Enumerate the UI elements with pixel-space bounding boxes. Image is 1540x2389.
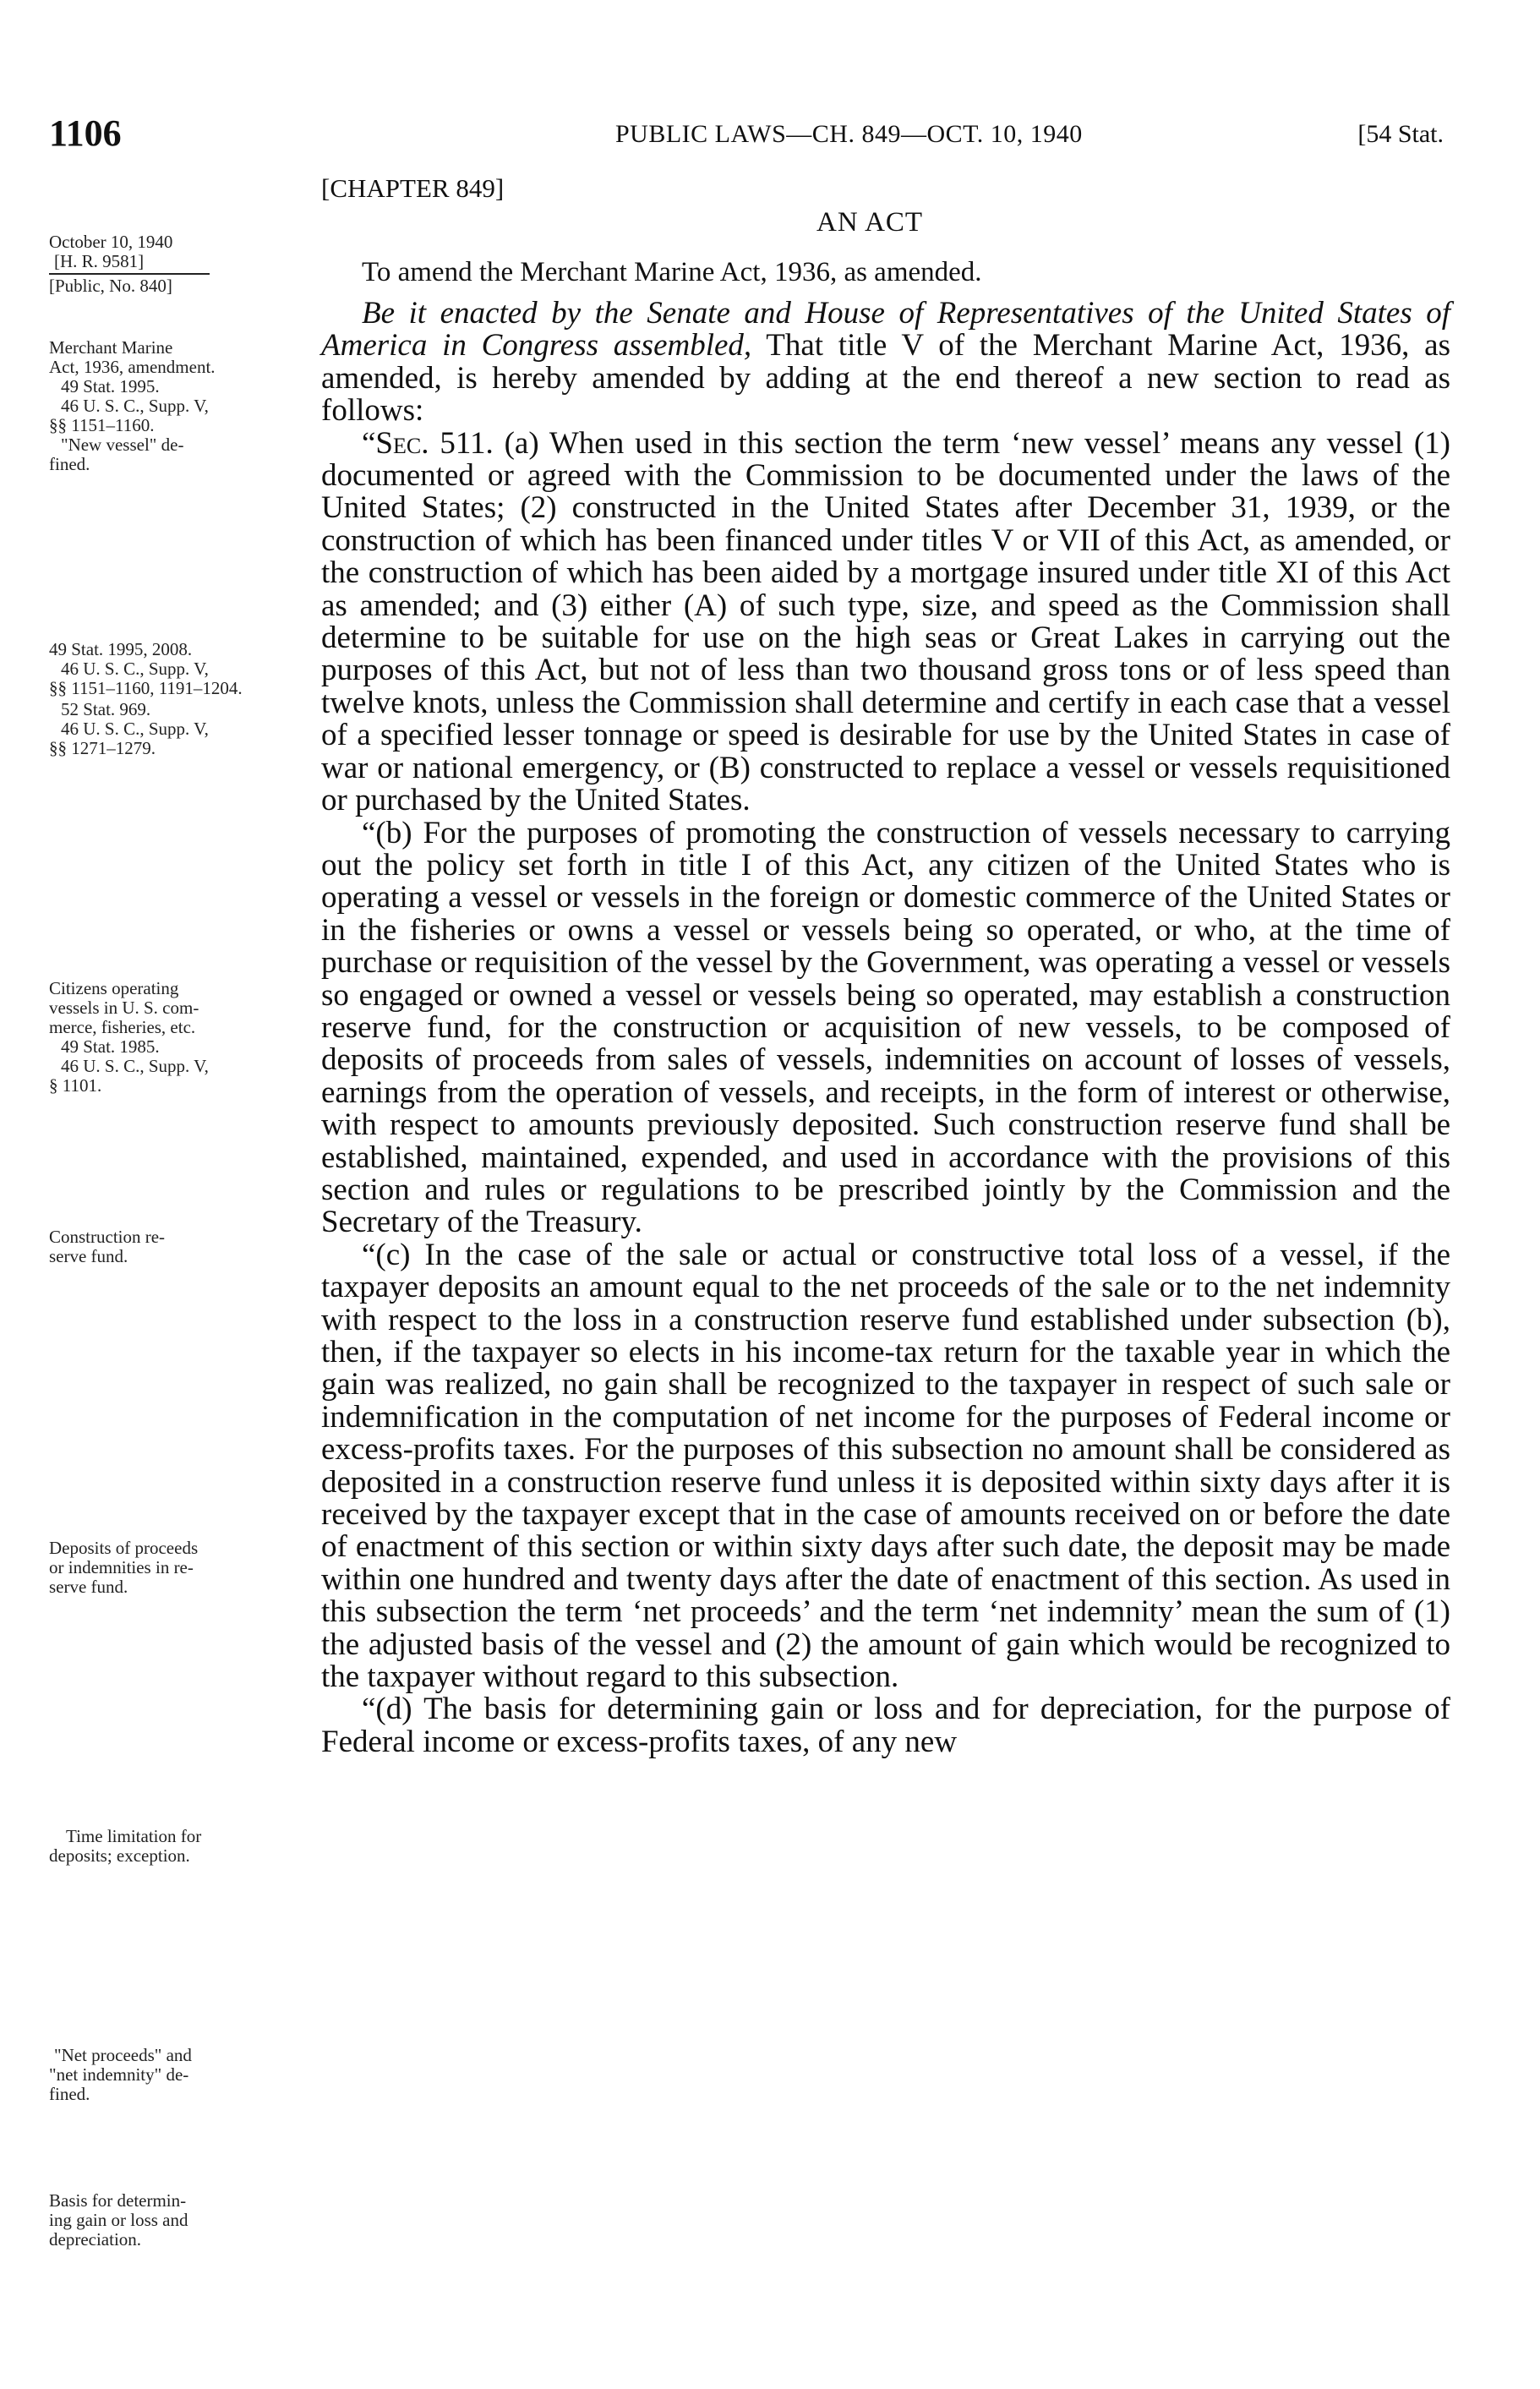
margin-date-block — [49, 232, 328, 296]
subsection-b: “(b) For the purposes of promoting the construction of vessels necessary to carrying out the policy set forth in title I of this Act, any citizen of the United States who is operating a vessel or vessels in the foreign or domestic commerce of the United States or in the fisheries or owns a vessel or vessels being so operated, or who, at the time of purchase or requisition of the vessel by the Government, was operating a vessel or vessels so engaged or owned a vessel or vessels being so operated, may establish a construction reserve fund, for the construction or acquisition of new vessels, to be composed of deposits of proceeds from sales of vessels, indemnities on account of losses of vessels, earnings from the operation of vessels, and receipts, in the form of interest or otherwise, with respect to amounts previously deposited. Such construction reserve fund shall be established, maintained, expended, and used in accordance with the provisions of this section and rules or regulations to be prescribed jointly by the Commission and the Secretary of the Treasury. — [321, 815, 1450, 1240]
margin-note-time-limitation: Time limitation for deposits; exception. — [49, 1826, 202, 1866]
volume-reference: [54 Stat. — [1357, 120, 1444, 148]
act-title: AN ACT — [816, 207, 924, 238]
section-label: “Sec. 511. — [362, 425, 494, 461]
margin-note-citizens: Citizens operating vessels in U. S. com- merce, fisheries, etc. 49 Stat. 1985. 46 U. S. C., Supp. V, § 1101. — [49, 978, 209, 1096]
margin-note-merchant-marine: Merchant Marine Act, 1936, amendment. 49 Stat. 1995. 46 U. S. C., Supp. V, §§ 1151–1160. "New vessel" de- fined. — [49, 337, 216, 474]
margin-bill: [H. R. 9581] — [54, 251, 145, 271]
margin-rule — [49, 273, 210, 275]
subsection-d: “(d) The basis for determining gain or loss and for depreciation, for the purpose of Federal income or excess-profits taxes, of any new — [321, 1692, 1450, 1759]
margin-public-law: [Public, No. 840] — [49, 276, 172, 296]
margin-note-construction-reserve: Construction re- serve fund. — [49, 1227, 166, 1266]
act-body — [321, 298, 1450, 1758]
subsection-a — [321, 425, 1450, 818]
enacting-formula: Be it enacted by the Senate and House of Representatives of the United States of America in Congress assembled, — [321, 296, 1450, 364]
subsection-c: “(c) In the case of the sale or actual or constructive total loss of a vessel, if the taxpayer deposits an amount equal to the net proceeds of the sale or to the net indemnity with respect to the loss in a construction reserve fund established under subsection (b), then, if the taxpayer so elects in his income-tax return for the taxable year in which the gain was realized, no gain shall be recognized to the taxpayer in respect of such sale or indemnification in the computation of net income for the purposes of Federal income or excess-profits taxes. For the purposes of this subsection no amount shall be considered as deposited in a construction reserve fund unless it is deposited within sixty days after it is received by the taxpayer except that in the case of amounts received on or before the date of enactment of this section or within sixty days after such date, the deposit may be made within one hundred and twenty days after the date of enactment of this section. As used in this subsection the term ‘net proceeds’ and the term ‘net indemnity’ mean the sum of (1) the adjusted basis of the vessel and (2) the amount of gain which would be recognized to the taxpayer without regard to this subsection. — [321, 1237, 1450, 1695]
act-purpose: To amend the Merchant Marine Act, 1936, as amended. — [362, 257, 982, 287]
subsection-a-text: (a) When used in this section the term ‘new vessel’ means any vessel (1) documented or agreed with the Commission to be documented under the laws of the United States; (2) constructed in the United States after December 31, 1939, or the construction of which has been financed under titles V or VII of this Act, as amended, or the construction of which has been aided by a mortgage insured under title XI of this Act as amended; and (3) either (A) of such type, size, and speed as the Commission shall determine to be suitable for use on the high seas or Great Lakes in carrying out the purposes of this Act, but not of less than two thousand gross tons or of less speed than twelve knots, unless the Commission shall determine and certify in each case that a vessel of a specified lesser tonnage or speed is desirable for use by the United States in case of war or national emergency, or (B) constructed to replace a vessel or vessels requisitioned or purchased by the United States. — [321, 425, 1450, 818]
margin-note-deposits: Deposits of proceeds or indemnities in re- serve fund. — [49, 1538, 199, 1597]
running-header — [49, 112, 1444, 154]
margin-note-citations-2: 52 Stat. 969. 46 U. S. C., Supp. V, §§ 1271–1279. — [49, 699, 209, 758]
margin-note-basis: Basis for determin- ing gain or loss and depreciation. — [49, 2190, 188, 2250]
margin-date: October 10, 1940 — [49, 232, 173, 252]
page-number: 1106 — [49, 112, 122, 154]
enacting-clause — [321, 298, 1450, 428]
chapter-heading: [CHAPTER 849] — [321, 173, 505, 203]
running-title: PUBLIC LAWS—CH. 849—OCT. 10, 1940 — [615, 120, 1083, 148]
enacting-text: That title V of the Merchant Marine Act, 1936, as amended, is hereby amended by adding at the end thereof a new section to read as follows: — [321, 328, 1450, 429]
margin-note-citations-1: 49 Stat. 1995, 2008. 46 U. S. C., Supp. V, §§ 1151–1160, 1191–1204. — [49, 639, 243, 698]
margin-note-net-proceeds: "Net proceeds" and "net indemnity" de- fined. — [49, 2045, 192, 2104]
